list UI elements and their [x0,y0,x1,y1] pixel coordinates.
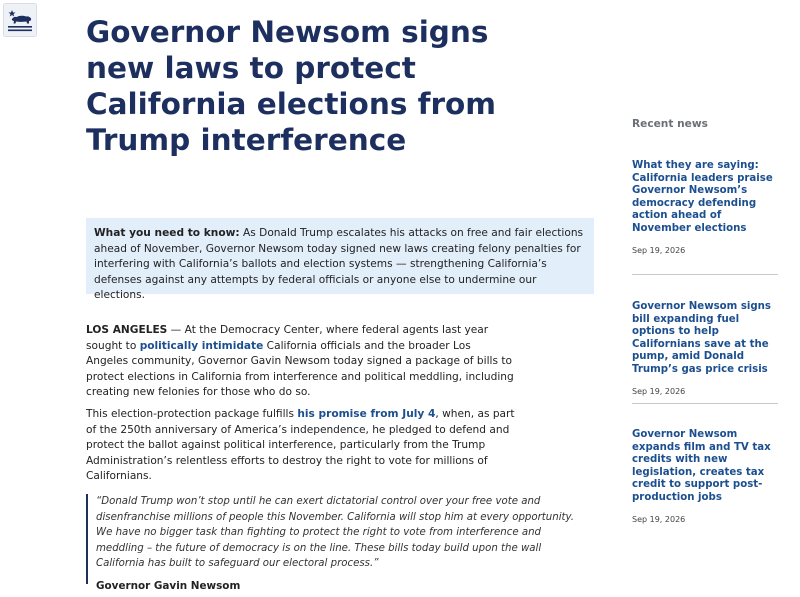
news-item-date: Sep 19, 2026 [632,514,686,524]
paragraph-text: This election-protection package fulfills [86,408,298,420]
governor-quote [86,494,576,592]
news-item-link[interactable]: Governor Newsom signs bill expanding fuel options to help Californians save at the pump, amid Donald Trump’s gas price crisis [632,301,771,375]
paragraph-text: , when, as part of the 250th anniversary of America’s independence, he pledged to defend and protect the ballot against political interference, particularly from the Trump Administration’s relentless efforts to destroy the right to vote for millions of Californians. [86,408,515,483]
article-paragraph-2 [86,407,516,485]
california-bear-flag-icon [4,4,36,36]
news-item [632,429,778,524]
news-item-link[interactable]: What they are saying: California leaders praise Governor Newsom’s democracy defending action ahead of November elections [632,160,773,234]
site-logo[interactable] [3,3,37,37]
politically-intimidate-link[interactable]: politically intimidate [139,339,264,352]
quote-text: “Donald Trump won’t stop until he can exert dictatorial control over your free vote and disenfranchise millions of people this November. California will stop him at every opportunity. We have no bigger task than fighting to protect the right to vote from interference and meddling – the future of democracy is on the line. These bills today build upon the wall California has built to safeguard our electoral process.” [96,496,575,570]
news-divider [632,403,778,404]
news-item-date: Sep 19, 2026 [632,386,686,396]
what-you-need-to-know-callout [86,218,594,301]
news-item [632,160,778,255]
callout-lead: What you need to know: [94,227,240,239]
recent-news-heading: Recent news [632,118,708,130]
page-title: Governor Newsom signs new laws to protect California elections from Trump interference [86,15,497,157]
paragraph-text: California officials and the broader Los Angeles community, Governor Gavin Newsom today signed a package of bills to protect elections in California from interference and political meddling, including creating new felonies for those who do so. [86,339,514,399]
news-item-date: Sep 19, 2026 [632,245,686,255]
news-divider [632,274,778,275]
news-item [632,301,778,396]
promise-july-4-link[interactable]: his promise from July 4 [297,408,436,420]
paragraph-text: — At the Democracy Center, where federal agents last year sought to [86,324,489,352]
article-paragraph-1 [86,323,516,401]
news-item-link[interactable]: Governor Newsom expands film and TV tax credits with new legislation, creates tax credit to support post-production jobs [632,429,771,503]
recent-news-sidebar [632,118,778,524]
callout-text: As Donald Trump escalates his attacks on free and fair elections ahead of November, Governor Newsom today signed new laws creating felony penalties for interfering with California’s ballots and election systems — strengthening California’s defenses against any attempts by federal officials or anyone else to undermine our elections. [94,227,584,301]
dateline-location: LOS ANGELES [86,324,168,336]
quote-author: Governor Gavin Newsom [96,579,241,592]
